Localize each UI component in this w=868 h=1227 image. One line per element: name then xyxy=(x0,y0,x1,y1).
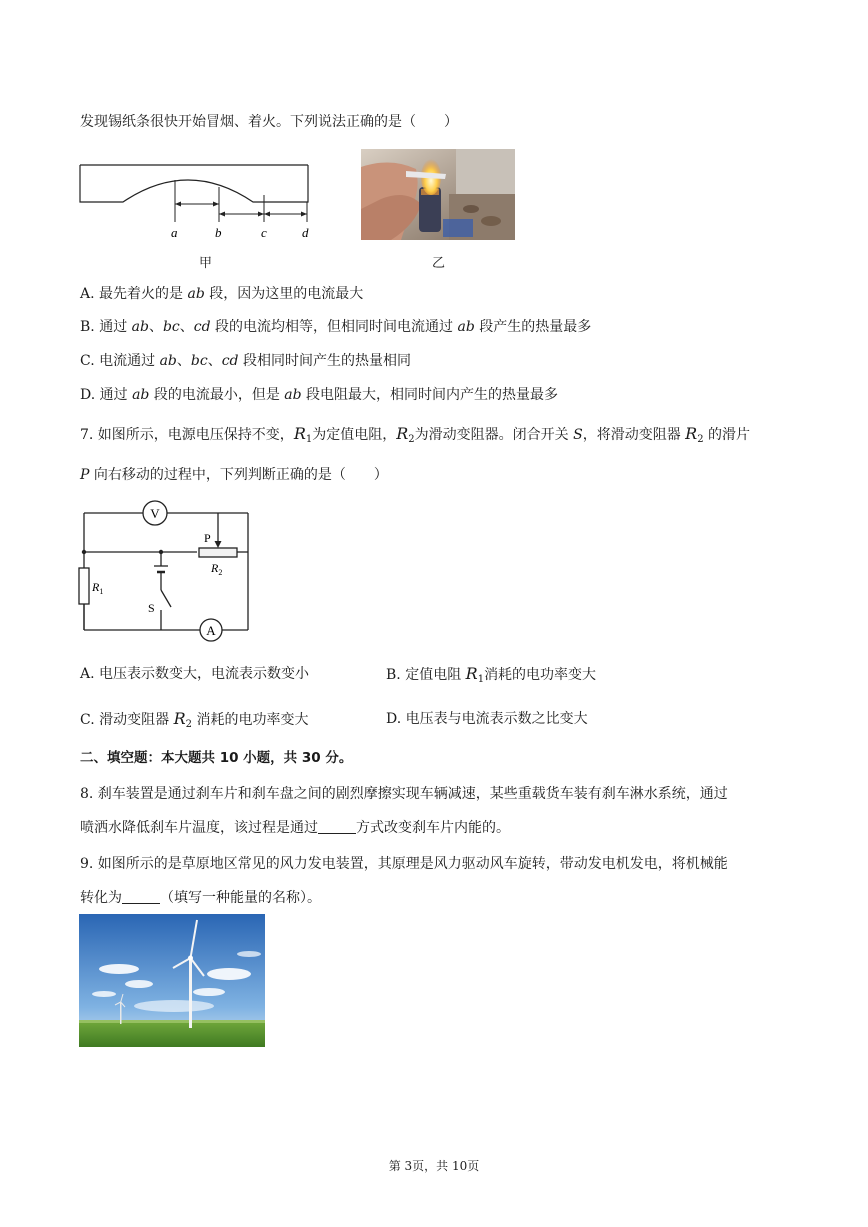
section-2-heading: 二、填空题：本大题共 10 小题，共 30 分。 xyxy=(80,750,353,766)
q7-option-d: D. 电压表与电流表示数之比变大 xyxy=(386,711,588,727)
q6-stem: 发现锡纸条很快开始冒烟、着火。下列说法正确的是（ ） xyxy=(80,114,458,130)
q8-line1: 8. 刹车装置是通过刹车片和刹车盘之间的剧烈摩擦实现车辆减速，某些重载货车装有刹车淋水系统，通过 xyxy=(80,786,728,802)
voltmeter-label: V xyxy=(150,506,160,521)
point-b: b xyxy=(215,225,222,240)
q6-option-a: A. 最先着火的是 ab 段，因为这里的电流最大 xyxy=(80,286,364,302)
tinfoil-fire-photo xyxy=(361,149,515,240)
r1-label: $R_1$ xyxy=(92,580,104,596)
point-c: c xyxy=(261,225,267,240)
q6-option-d: D. 通过 ab 段的电流最小，但是 ab 段电阻最大，相同时间内产生的热量最多 xyxy=(80,387,559,403)
r2-label: $R_2$ xyxy=(211,561,223,577)
fig-yi-caption: 乙 xyxy=(432,256,446,271)
q9-line1: 9. 如图所示的是草原地区常见的风力发电装置，其原理是风力驱动风车旋转，带动发电机发电，将机械能 xyxy=(80,856,728,872)
q7-stem-line1: 7. 如图所示，电源电压保持不变，$R_1$为定值电阻，$R_2$为滑动变阻器。闭合开关 S，将滑动变阻器 $R_2$ 的滑片 xyxy=(80,424,751,445)
q6-option-c: C. 电流通过 ab、bc、cd 段相同时间产生的热量相同 xyxy=(80,353,411,369)
circuit-diagram xyxy=(75,500,255,645)
q7-option-a: A. 电压表示数变大，电流表示数变小 xyxy=(80,666,310,682)
q9-line2: 转化为 （填写一种能量的名称）。 xyxy=(80,890,321,906)
page-footer: 第 3页，共 10页 xyxy=(388,1159,480,1173)
q8-blank[interactable] xyxy=(318,819,356,834)
slider-p-label: P xyxy=(204,531,211,545)
q7-option-b: B. 定值电阻 $R_1$消耗的电功率变大 xyxy=(386,664,597,685)
q6-option-b: B. 通过 ab、bc、cd 段的电流均相等，但相同时间电流通过 ab 段产生的热量最多 xyxy=(80,319,592,335)
wind-turbine-photo xyxy=(79,914,265,1047)
switch-label: S xyxy=(148,601,155,615)
fig-jia-caption: 甲 xyxy=(199,256,213,271)
q7-option-c: C. 滑动变阻器 $R_2$ 消耗的电功率变大 xyxy=(80,709,309,730)
point-d: d xyxy=(302,225,309,240)
q8-line2: 喷洒水降低刹车片温度，该过程是通过 方式改变刹车片内能的。 xyxy=(80,820,510,836)
ammeter-label: A xyxy=(206,623,216,638)
q9-blank[interactable] xyxy=(122,889,160,904)
point-a: a xyxy=(171,225,178,240)
tinfoil-strip-diagram xyxy=(78,160,314,245)
q7-stem-line2: P 向右移动的过程中，下列判断正确的是（ ） xyxy=(80,467,388,483)
